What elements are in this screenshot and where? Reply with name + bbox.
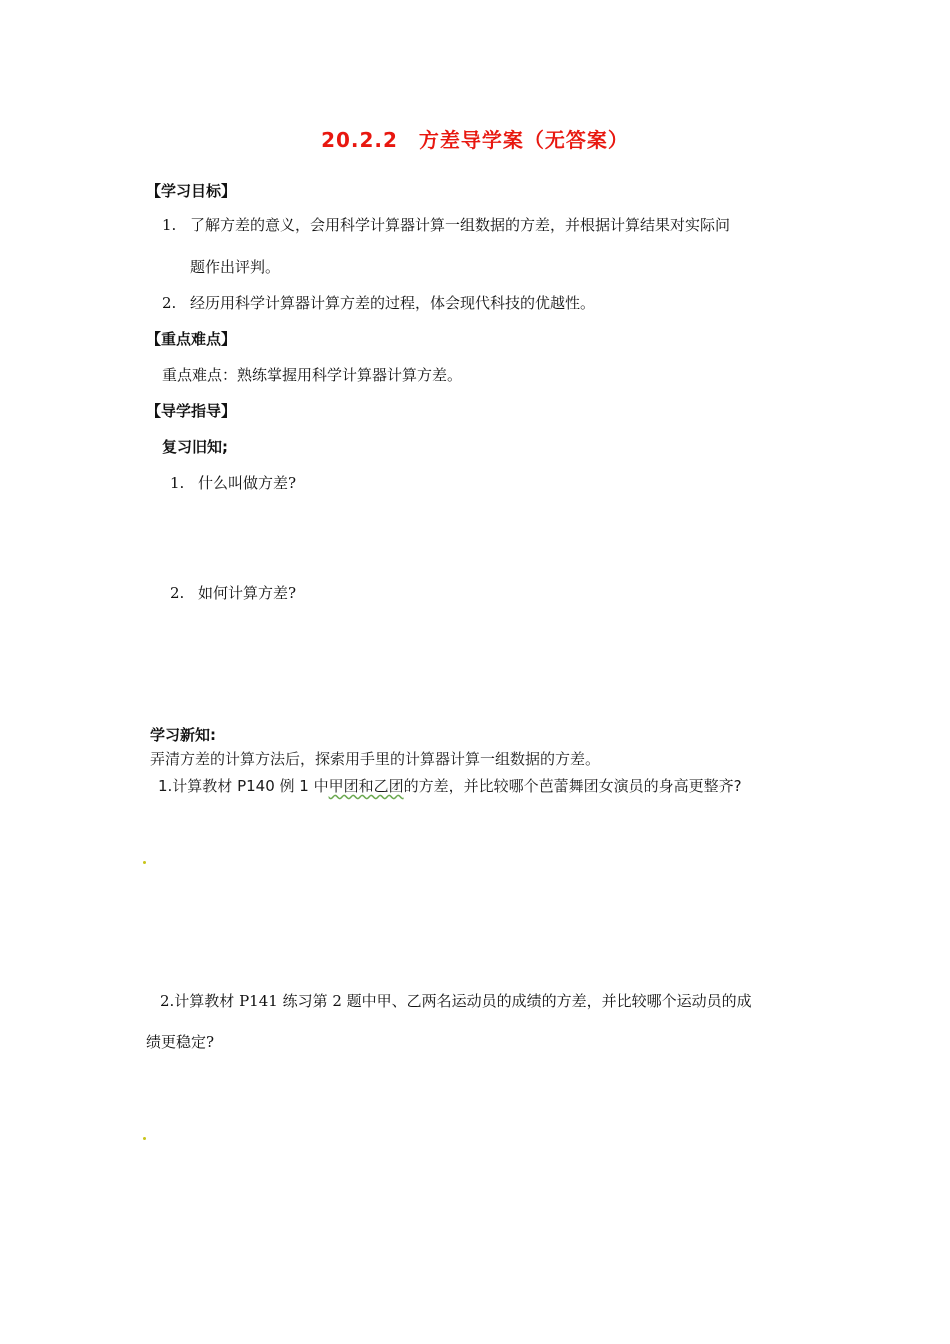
objective-item-1-line2: 题作出评判。: [190, 258, 281, 276]
new-question-2-line2: 绩更稳定?: [146, 1033, 215, 1051]
review-item-1: [170, 472, 296, 493]
margin-dot-1: [143, 861, 146, 864]
new-question-1-prefix: 1.计算教材 P140 例 1 中: [158, 777, 329, 795]
key-points-text: 重点难点：熟练掌握用科学计算器计算方差。: [162, 366, 463, 384]
new-question-2-line1: 2.计算教材 P141 练习第 2 题中甲、乙两名运动员的成绩的方差，并比较哪个运动员的成: [160, 992, 752, 1010]
objective-item-2: [162, 292, 595, 313]
objectives-heading: 【学习目标】: [146, 182, 237, 200]
new-question-1: [158, 775, 742, 796]
margin-dot-2: [143, 1137, 146, 1140]
guide-heading: 【导学指导】: [146, 402, 237, 420]
objective-item-1-number: 1.: [162, 216, 177, 234]
objective-item-1: [162, 214, 730, 235]
new-question-1-suffix: 的方差，并比较哪个芭蕾舞团女演员的身高更整齐?: [403, 777, 742, 795]
key-points-heading: 【重点难点】: [146, 330, 237, 348]
objective-item-2-number: 2.: [162, 294, 177, 312]
review-item-1-number: 1.: [170, 474, 185, 492]
objective-item-1-line1: 了解方差的意义，会用科学计算器计算一组数据的方差，并根据计算结果对实际问: [190, 216, 731, 234]
new-question-1-underlined: 甲团和乙团: [328, 777, 404, 795]
review-item-2-text: 如何计算方差?: [198, 584, 297, 602]
objective-item-2-text: 经历用科学计算器计算方差的过程，体会现代科技的优越性。: [190, 294, 596, 312]
review-item-1-text: 什么叫做方差?: [198, 474, 297, 492]
review-item-2-number: 2.: [170, 584, 185, 602]
review-heading: 复习旧知;: [162, 438, 228, 456]
new-knowledge-heading: 学习新知:: [150, 726, 216, 744]
page-title: 20.2.2 方差导学案（无答案）: [321, 128, 629, 152]
review-item-2: [170, 582, 296, 603]
new-knowledge-intro: 弄清方差的计算方法后，探索用手里的计算器计算一组数据的方差。: [150, 750, 601, 768]
